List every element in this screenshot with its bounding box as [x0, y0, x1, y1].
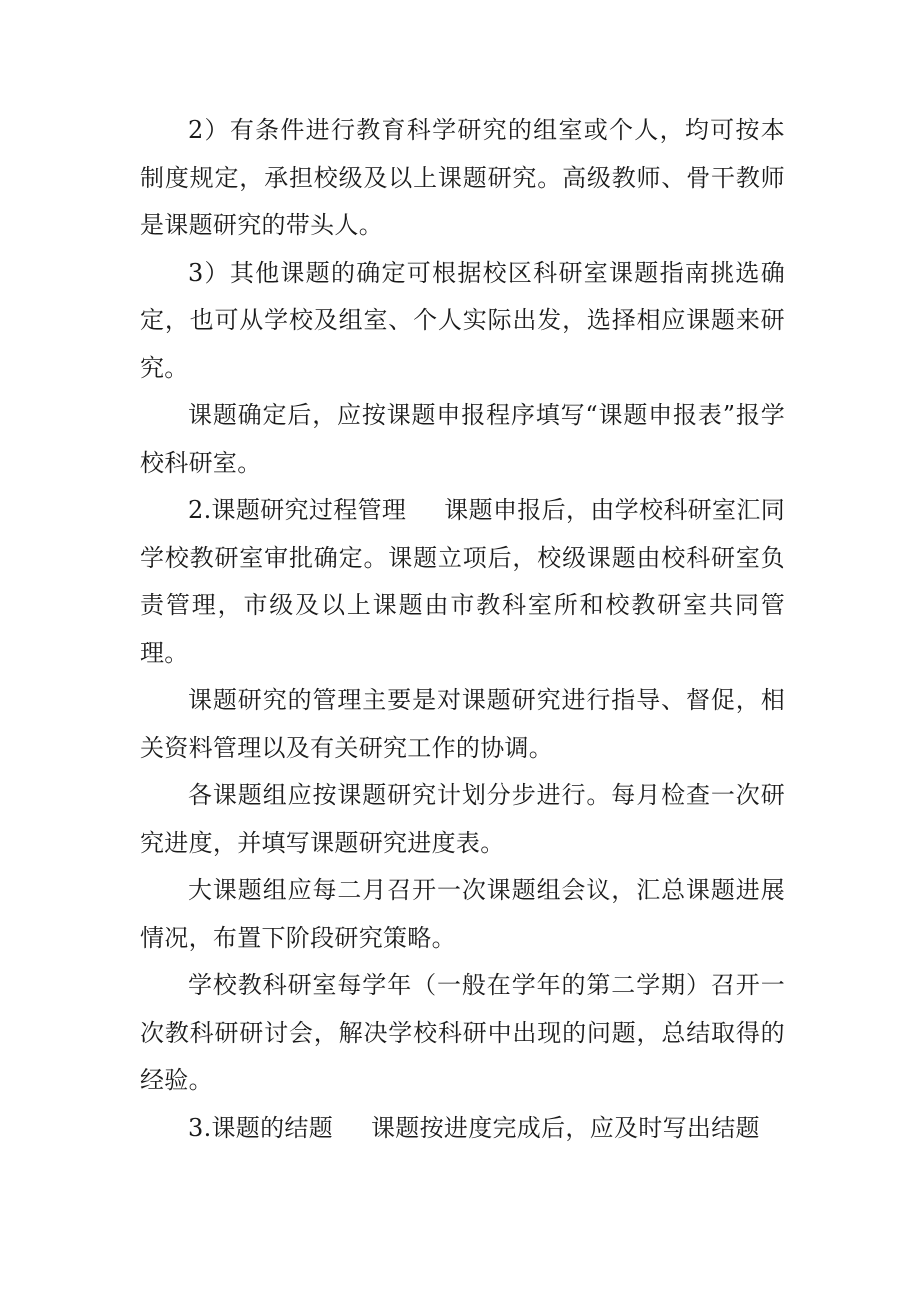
section-heading-process: 2.课题研究过程管理	[188, 496, 407, 524]
paragraph-text: 课题按进度完成后，应及时写出结题	[371, 1113, 760, 1142]
paragraph-text: 课题确定后，应按课题申报程序填写“课题申报表”报学校科研室。	[140, 401, 785, 477]
paragraph-annual-seminar	[140, 962, 785, 1105]
paragraph-conclusion	[140, 1105, 785, 1153]
paragraph-item-3	[140, 250, 785, 393]
paragraph-group-meeting	[140, 867, 785, 962]
paragraph-text: 2）有条件进行教育科学研究的组室或个人，均可按本制度规定，承担校级及以上课题研究。高级教师、骨干教师是课题研究的带头人。	[140, 116, 785, 239]
paragraph-item-2	[140, 107, 785, 250]
paragraph-process-management	[140, 487, 785, 677]
paragraph-text: 学校教科研室每学年（一般在学年的第二学期）召开一次教科研研讨会，解决学校科研中出现的问题，总结取得的经验。	[140, 971, 785, 1094]
paragraph-text: 课题研究的管理主要是对课题研究进行指导、督促，相关资料管理以及有关研究工作的协调。	[140, 686, 785, 762]
paragraph-management-scope	[140, 677, 785, 772]
document-body	[140, 107, 785, 1152]
paragraph-text: 课题申报后，由学校科研室汇同学校教研室审批确定。课题立项后，校级课题由校科研室负责管理，市级及以上课题由市教科室所和校教研室共同管理。	[140, 496, 785, 667]
paragraph-monthly-check	[140, 772, 785, 867]
section-heading-conclusion: 3.课题的结题	[188, 1113, 333, 1142]
paragraph-text: 大课题组应每二月召开一次课题组会议，汇总课题进展情况，布置下阶段研究策略。	[140, 876, 785, 952]
paragraph-text: 3）其他课题的确定可根据校区科研室课题指南挑选确定，也可从学校及组室、个人实际出发，选择相应课题来研究。	[140, 258, 785, 382]
paragraph-text: 各课题组应按课题研究计划分步进行。每月检查一次研究进度，并填写课题研究进度表。	[140, 781, 785, 857]
paragraph-topic-submission	[140, 392, 785, 487]
